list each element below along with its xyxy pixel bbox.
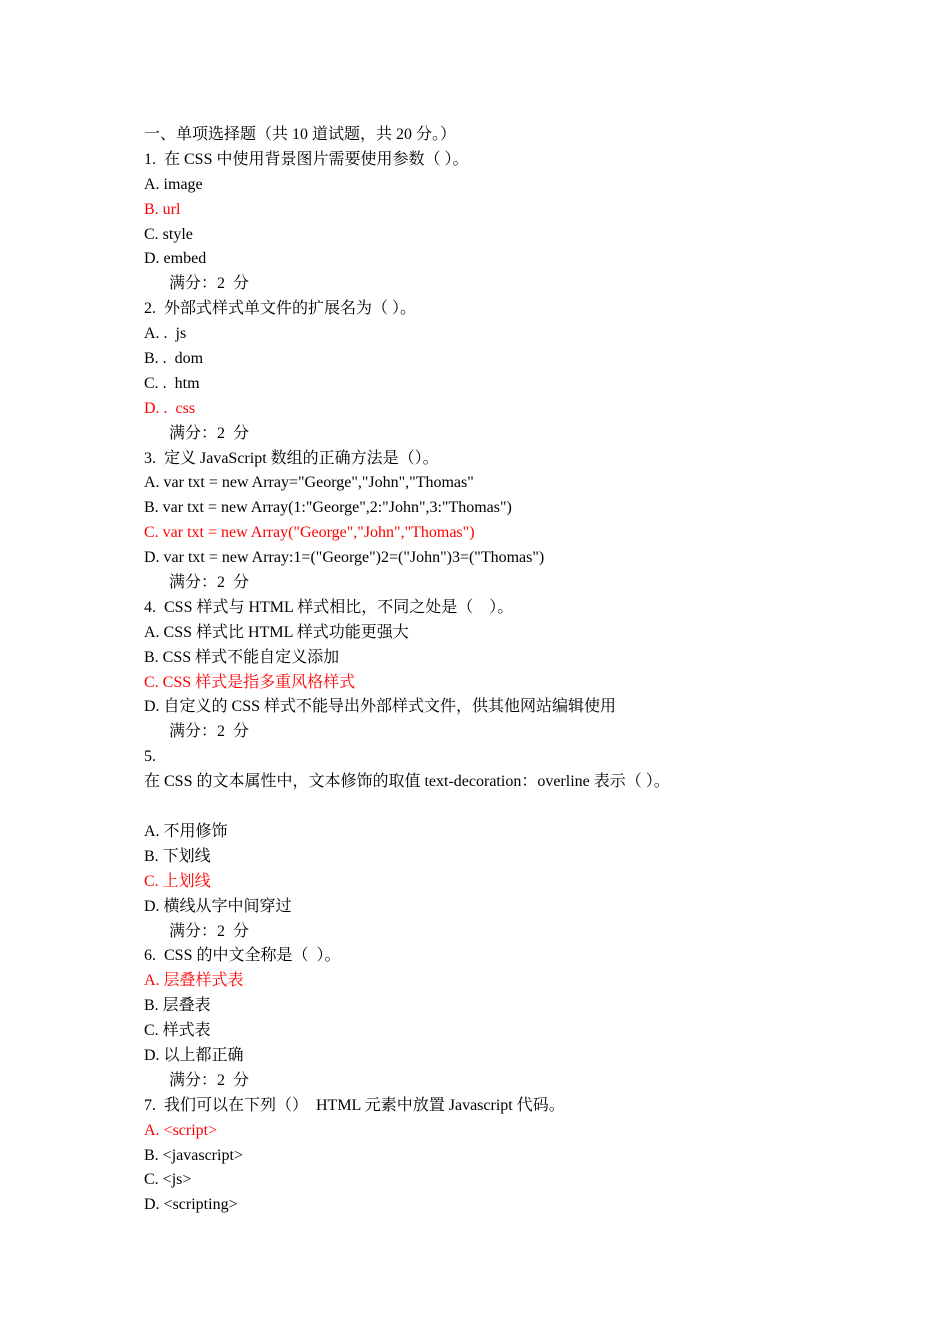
- section-title: 一、单项选择题（共 10 道试题，共 20 分。）: [144, 126, 457, 143]
- option-d: D. <scripting>: [144, 1196, 238, 1214]
- option-b-correct: B. url: [144, 200, 181, 218]
- option-c: C. <js>: [144, 1171, 192, 1189]
- blank-line: [144, 795, 904, 820]
- option-c-correct: C. CSS 样式是指多重风格样式: [144, 673, 356, 691]
- option-b: B. CSS 样式不能自定义添加: [144, 648, 340, 666]
- question-7: [144, 1094, 904, 1218]
- question-5: [144, 745, 904, 944]
- option-d: D. var txt = new Array:1=("George")2=("John")3=("Thomas"): [144, 549, 545, 567]
- question-stem: 6. CSS 的中文全称是（ ）。: [144, 947, 341, 965]
- option-c: C. 样式表: [144, 1022, 211, 1040]
- option-b: B. <javascript>: [144, 1146, 243, 1164]
- option-d: D. embed: [144, 250, 207, 268]
- option-a: A. var txt = new Array="George","John","Thomas": [144, 474, 474, 492]
- option-b: B. 下划线: [144, 847, 211, 865]
- question-3: [144, 447, 904, 596]
- option-b: B. var txt = new Array(1:"George",2:"John",3:"Thomas"): [144, 499, 512, 517]
- question-1: [144, 148, 904, 297]
- question-4: [144, 596, 904, 745]
- question-score: 满分：2 分: [169, 424, 250, 442]
- question-6: [144, 944, 904, 1093]
- option-d: D. 自定义的 CSS 样式不能导出外部样式文件，供其他网站编辑使用: [144, 698, 617, 716]
- exam-document: [144, 123, 904, 1218]
- question-score: 满分：2 分: [169, 922, 250, 940]
- option-b: B. 层叠表: [144, 997, 211, 1015]
- question-2: [144, 297, 904, 446]
- question-stem: 1. 在 CSS 中使用背景图片需要使用参数（ ）。: [144, 150, 469, 168]
- option-d-correct: D. . css: [144, 399, 196, 417]
- question-score: 满分：2 分: [169, 275, 250, 293]
- option-a-correct: A. 层叠样式表: [144, 972, 244, 990]
- option-a: A. 不用修饰: [144, 822, 228, 840]
- option-a: A. image: [144, 175, 203, 193]
- option-c-correct: C. 上划线: [144, 872, 211, 890]
- question-stem: 在 CSS 的文本属性中，文本修饰的取值 text-decoration：overline 表示（ ）。: [144, 773, 670, 791]
- option-c: C. style: [144, 225, 193, 243]
- question-stem: 4. CSS 样式与 HTML 样式相比，不同之处是（ ）。: [144, 598, 514, 616]
- question-number: 5.: [144, 748, 156, 766]
- option-a: A. CSS 样式比 HTML 样式功能更强大: [144, 623, 409, 641]
- question-stem: 3. 定义 JavaScript 数组的正确方法是（）。: [144, 449, 439, 467]
- question-stem: 7. 我们可以在下列（） HTML 元素中放置 Javascript 代码。: [144, 1096, 565, 1114]
- option-a-correct: A. <script>: [144, 1121, 218, 1139]
- question-score: 满分：2 分: [169, 1071, 250, 1089]
- question-score: 满分：2 分: [169, 574, 250, 592]
- option-b: B. . dom: [144, 350, 204, 368]
- option-a: A. . js: [144, 325, 187, 343]
- option-c-correct: C. var txt = new Array("George","John","Thomas"): [144, 524, 475, 542]
- option-d: D. 以上都正确: [144, 1046, 244, 1064]
- question-score: 满分：2 分: [169, 723, 250, 741]
- option-c: C. . htm: [144, 374, 200, 392]
- question-stem: 2. 外部式样式单文件的扩展名为（ ）。: [144, 300, 417, 318]
- option-d: D. 横线从字中间穿过: [144, 897, 292, 915]
